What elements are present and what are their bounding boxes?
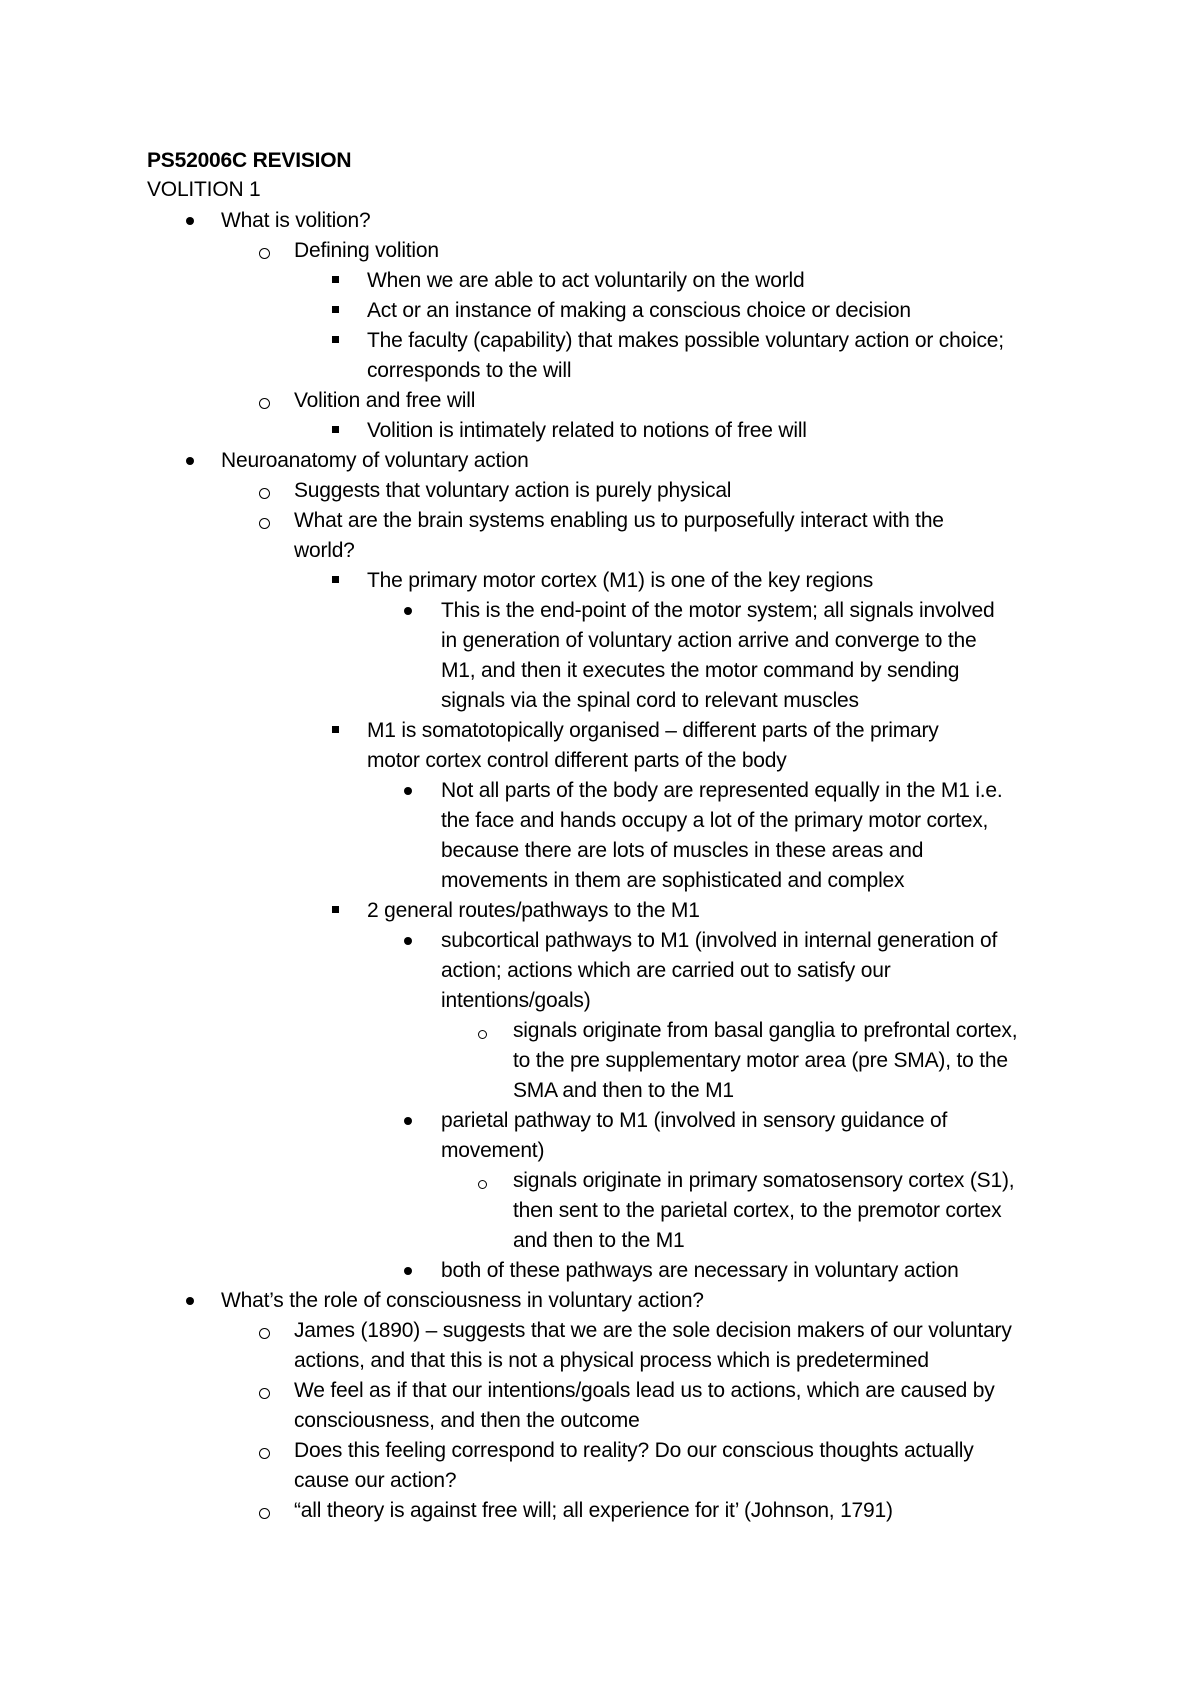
- bullet-marker-icon: [259, 476, 271, 506]
- bullet-marker-icon: [404, 1106, 416, 1136]
- bullet-marker-icon: [259, 1436, 271, 1466]
- bullet-marker-icon: [332, 296, 344, 326]
- bullet-marker-icon: [332, 326, 344, 356]
- bullet-marker-icon: [259, 1316, 271, 1346]
- bullet-marker-icon: [478, 1166, 490, 1196]
- bullet-marker-icon: [332, 896, 344, 926]
- outline-item: Volition is intimately related to notions of free will: [367, 419, 807, 442]
- bullet-marker-icon: [186, 206, 198, 236]
- outline-item: M1 is somatotopically organised – different parts of the primary: [367, 719, 939, 742]
- outline-item: Act or an instance of making a conscious choice or decision: [367, 299, 911, 322]
- outline-item-continuation: because there are lots of muscles in these areas and: [441, 839, 924, 862]
- outline-item: both of these pathways are necessary in voluntary action: [441, 1259, 959, 1282]
- outline-item-continuation: world?: [294, 539, 355, 562]
- outline-item-continuation: movements in them are sophisticated and complex: [441, 869, 905, 892]
- outline-item: subcortical pathways to M1 (involved in internal generation of: [441, 929, 998, 952]
- outline-item: Volition and free will: [294, 389, 476, 412]
- outline-item-continuation: to the pre supplementary motor area (pre SMA), to the: [513, 1049, 1008, 1072]
- bullet-marker-icon: [332, 416, 344, 446]
- outline-item: What are the brain systems enabling us to purposefully interact with the: [294, 509, 944, 532]
- outline-item-continuation: the face and hands occupy a lot of the primary motor cortex,: [441, 809, 989, 832]
- bullet-marker-icon: [259, 1496, 271, 1526]
- bullet-marker-icon: [404, 596, 416, 626]
- outline-item: What’s the role of consciousness in voluntary action?: [221, 1289, 704, 1312]
- outline-item: When we are able to act voluntarily on the world: [367, 269, 805, 292]
- outline-item-continuation: then sent to the parietal cortex, to the premotor cortex: [513, 1199, 1002, 1222]
- outline-item-continuation: cause our action?: [294, 1469, 457, 1492]
- document-title: PS52006C REVISION: [147, 149, 352, 172]
- bullet-marker-icon: [404, 926, 416, 956]
- outline-item: James (1890) – suggests that we are the sole decision makers of our voluntary: [294, 1319, 1012, 1342]
- outline-item-continuation: corresponds to the will: [367, 359, 572, 382]
- outline-item-continuation: actions, and that this is not a physical process which is predetermined: [294, 1349, 929, 1372]
- outline-item-continuation: movement): [441, 1139, 545, 1162]
- outline-item: The primary motor cortex (M1) is one of the key regions: [367, 569, 874, 592]
- section-heading: VOLITION 1: [147, 178, 261, 201]
- bullet-marker-icon: [332, 716, 344, 746]
- outline-item: We feel as if that our intentions/goals lead us to actions, which are caused by: [294, 1379, 995, 1402]
- outline-item-continuation: intentions/goals): [441, 989, 591, 1012]
- bullet-marker-icon: [332, 566, 344, 596]
- outline-item-continuation: action; actions which are carried out to satisfy our: [441, 959, 891, 982]
- outline-item: “all theory is against free will; all experience for it’ (Johnson, 1791): [294, 1499, 893, 1522]
- outline-item-continuation: M1, and then it executes the motor command by sending: [441, 659, 960, 682]
- bullet-marker-icon: [259, 236, 271, 266]
- outline-item: The faculty (capability) that makes possible voluntary action or choice;: [367, 329, 1004, 352]
- outline-item-continuation: consciousness, and then the outcome: [294, 1409, 640, 1432]
- outline-item-continuation: in generation of voluntary action arrive and converge to the: [441, 629, 977, 652]
- bullet-marker-icon: [404, 776, 416, 806]
- bullet-marker-icon: [478, 1016, 490, 1046]
- outline-item: Defining volition: [294, 239, 439, 262]
- outline-item-continuation: motor cortex control different parts of the body: [367, 749, 787, 772]
- outline-item: Does this feeling correspond to reality? Do our conscious thoughts actually: [294, 1439, 974, 1462]
- bullet-marker-icon: [332, 266, 344, 296]
- outline-item: Not all parts of the body are represented equally in the M1 i.e.: [441, 779, 1003, 802]
- outline-item: What is volition?: [221, 209, 371, 232]
- bullet-marker-icon: [404, 1256, 416, 1286]
- outline-item: 2 general routes/pathways to the M1: [367, 899, 700, 922]
- outline-item-continuation: signals via the spinal cord to relevant muscles: [441, 689, 859, 712]
- outline-item: signals originate in primary somatosensory cortex (S1),: [513, 1169, 1015, 1192]
- bullet-marker-icon: [186, 446, 198, 476]
- bullet-marker-icon: [259, 1376, 271, 1406]
- outline-item: Suggests that voluntary action is purely physical: [294, 479, 732, 502]
- bullet-marker-icon: [259, 506, 271, 536]
- outline-item: This is the end-point of the motor system; all signals involved: [441, 599, 995, 622]
- bullet-marker-icon: [259, 386, 271, 416]
- bullet-marker-icon: [186, 1286, 198, 1316]
- outline-item-continuation: and then to the M1: [513, 1229, 685, 1252]
- outline-item: Neuroanatomy of voluntary action: [221, 449, 529, 472]
- outline-item: parietal pathway to M1 (involved in sensory guidance of: [441, 1109, 948, 1132]
- outline-item-continuation: SMA and then to the M1: [513, 1079, 734, 1102]
- outline-item: signals originate from basal ganglia to prefrontal cortex,: [513, 1019, 1018, 1042]
